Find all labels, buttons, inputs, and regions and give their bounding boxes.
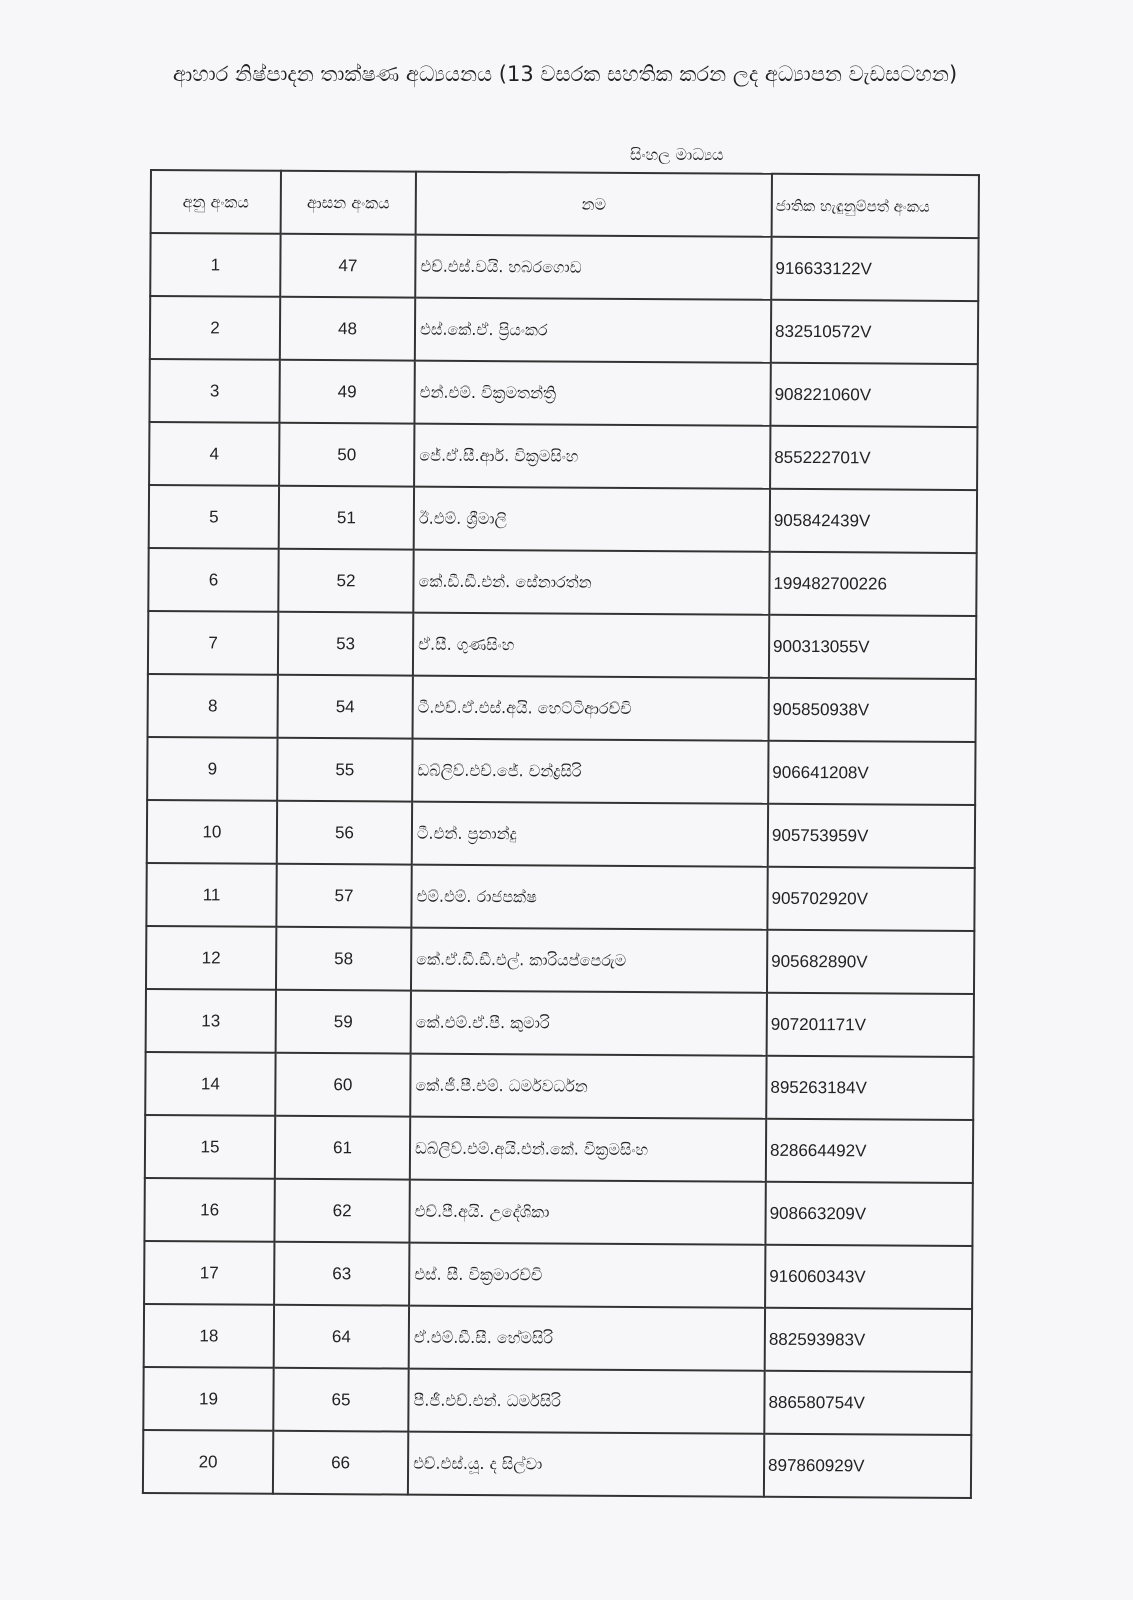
nic-number-cell: 895263184V (766, 1056, 973, 1120)
serial-number-cell: 16 (144, 1178, 274, 1242)
table-row (144, 1178, 972, 1246)
nic-number-cell: 199482700226 (769, 552, 976, 616)
name-cell: පී.ජී.එච්.එන්. ධර්මසිරි (408, 1369, 764, 1434)
seat-number-cell: 62 (274, 1179, 409, 1243)
table-row (146, 926, 974, 994)
name-cell: එස්. සී. වික්‍රමාරච්චි (409, 1243, 765, 1308)
header-serial-number: අනු අංකය (151, 170, 281, 234)
seat-number-cell: 55 (277, 738, 412, 802)
seat-number-cell: 64 (274, 1305, 409, 1369)
serial-number-cell: 12 (146, 926, 276, 990)
seat-number-cell: 47 (280, 234, 415, 298)
nic-number-cell: 905753959V (768, 804, 975, 868)
table-row (149, 422, 977, 490)
table-row (147, 737, 975, 805)
serial-number-cell: 4 (149, 422, 279, 486)
table-row (149, 485, 977, 553)
name-cell: එච්.පී.අයි. උදේශිකා (409, 1180, 765, 1245)
seat-number-cell: 56 (277, 801, 412, 865)
seat-number-cell: 52 (278, 549, 413, 613)
seat-number-cell: 61 (275, 1116, 410, 1180)
name-cell: ඩබ්ලිව්.එච්.ජේ. චන්ද්‍රසිරි (412, 739, 768, 804)
nic-number-cell: 905702920V (767, 867, 974, 931)
table-row (145, 1052, 973, 1120)
table-row (144, 1304, 972, 1372)
name-cell: එච්.එස්.යූ. ද සිල්වා (408, 1432, 764, 1497)
nic-number-cell: 897860929V (764, 1434, 971, 1498)
serial-number-cell: 7 (148, 611, 278, 675)
seat-number-cell: 58 (276, 927, 411, 991)
serial-number-cell: 10 (147, 800, 277, 864)
nic-number-cell: 907201171V (767, 993, 974, 1057)
serial-number-cell: 6 (148, 548, 278, 612)
nic-number-cell: 908221060V (770, 363, 977, 427)
table-row (143, 1430, 971, 1498)
serial-number-cell: 9 (147, 737, 277, 801)
name-cell: ටී.එන්. ප්‍රනාන්දු (412, 802, 768, 867)
seat-number-cell: 60 (275, 1053, 410, 1117)
seat-number-cell: 65 (273, 1368, 408, 1432)
serial-number-cell: 14 (145, 1052, 275, 1116)
serial-number-cell: 18 (144, 1304, 274, 1368)
name-cell: ජේ.ඒ.සී.ආර්. වික්‍රමසිංහ (414, 424, 770, 489)
serial-number-cell: 5 (149, 485, 279, 549)
nic-number-cell: 900313055V (769, 615, 976, 679)
table-row (148, 548, 976, 616)
name-cell: ඩබ්ලිව්.එම්.අයි.එන්.කේ. වික්‍රමසිංහ (410, 1117, 766, 1182)
nic-number-cell: 832510572V (771, 300, 978, 364)
serial-number-cell: 3 (149, 359, 279, 423)
header-nic-number: ජාතික හැඳුනුම්පත් අංකය (772, 174, 979, 238)
serial-number-cell: 17 (144, 1241, 274, 1305)
table-row (147, 800, 975, 868)
nic-number-cell: 916060343V (765, 1245, 972, 1309)
nic-number-cell: 828664492V (766, 1119, 973, 1183)
seat-number-cell: 59 (276, 990, 411, 1054)
nic-number-cell: 905850938V (769, 678, 976, 742)
name-cell: එන්.එම්. වික්‍රමතන්ත්‍රි (414, 361, 770, 426)
nic-number-cell: 855222701V (770, 426, 977, 490)
seat-number-cell: 53 (278, 612, 413, 676)
medium-label: සිංහල මාධ්‍යය (630, 145, 724, 164)
nic-number-cell: 882593983V (765, 1308, 972, 1372)
serial-number-cell: 11 (146, 863, 276, 927)
name-cell: කේ.ඒ.ඩී.ඩී.එල්. කාරියප්පෙරුම (411, 928, 767, 993)
table-row (143, 1367, 971, 1435)
seat-number-cell: 66 (273, 1431, 408, 1495)
seat-number-cell: 63 (274, 1242, 409, 1306)
seat-number-cell: 51 (279, 486, 414, 550)
document-title: ආහාර නිෂ්පාදන තාක්ෂණ අධ්‍යයනය (13 වසරක සහතික කරන ලද අධ්‍යාපන වැඩසටහන) (172, 62, 958, 86)
table-row (144, 1241, 972, 1309)
name-cell: කේ.එම්.ඒ.පී. කුමාරි (411, 991, 767, 1056)
name-cell: ඒ.සී. ගුණසිංහ (413, 613, 769, 678)
name-cell: කේ.ඩී.ඩී.එන්. සේනාරත්න (413, 550, 769, 615)
nic-number-cell: 908663209V (765, 1182, 972, 1246)
seat-number-cell: 50 (279, 423, 414, 487)
table-row (150, 296, 978, 364)
name-cell: ඒ.එම්.ඩී.සී. හේමසිරි (409, 1306, 765, 1371)
table-row (149, 359, 977, 427)
name-cell: ඊ.එම්. ශ්‍රීමාලි (414, 487, 770, 552)
name-cell: එම්.එම්. රාජපක්ෂ (411, 865, 767, 930)
seat-number-cell: 49 (279, 360, 414, 424)
nic-number-cell: 905842439V (770, 489, 977, 553)
header-name: නම (416, 172, 772, 237)
serial-number-cell: 1 (150, 233, 280, 297)
seat-number-cell: 54 (278, 675, 413, 739)
name-cell: කේ.ජී.පී.එම්. ධර්මවර්ධන (410, 1054, 766, 1119)
student-table (142, 169, 980, 1499)
table-row (148, 674, 976, 742)
name-cell: ටී.එච්.ඒ.එස්.අයි. හෙට්ටිආරච්චි (413, 676, 769, 741)
table-row (146, 863, 974, 931)
nic-number-cell: 905682890V (767, 930, 974, 994)
table-row (148, 611, 976, 679)
table-row (146, 989, 974, 1057)
serial-number-cell: 20 (143, 1430, 273, 1494)
serial-number-cell: 15 (145, 1115, 275, 1179)
serial-number-cell: 2 (150, 296, 280, 360)
name-cell: එස්.කේ.ඒ. ප්‍රියංකර (415, 298, 771, 363)
nic-number-cell: 886580754V (764, 1371, 971, 1435)
nic-number-cell: 906641208V (768, 741, 975, 805)
name-cell: එච්.එස්.වයි. හබරගොඩ (415, 235, 771, 300)
serial-number-cell: 19 (143, 1367, 273, 1431)
table-row (145, 1115, 973, 1183)
serial-number-cell: 13 (146, 989, 276, 1053)
seat-number-cell: 48 (280, 297, 415, 361)
serial-number-cell: 8 (148, 674, 278, 738)
header-seat-number: ආසන අංකය (281, 171, 416, 235)
table-row (150, 233, 978, 301)
table-header-row (151, 170, 979, 238)
seat-number-cell: 57 (276, 864, 411, 928)
nic-number-cell: 916633122V (771, 237, 978, 301)
